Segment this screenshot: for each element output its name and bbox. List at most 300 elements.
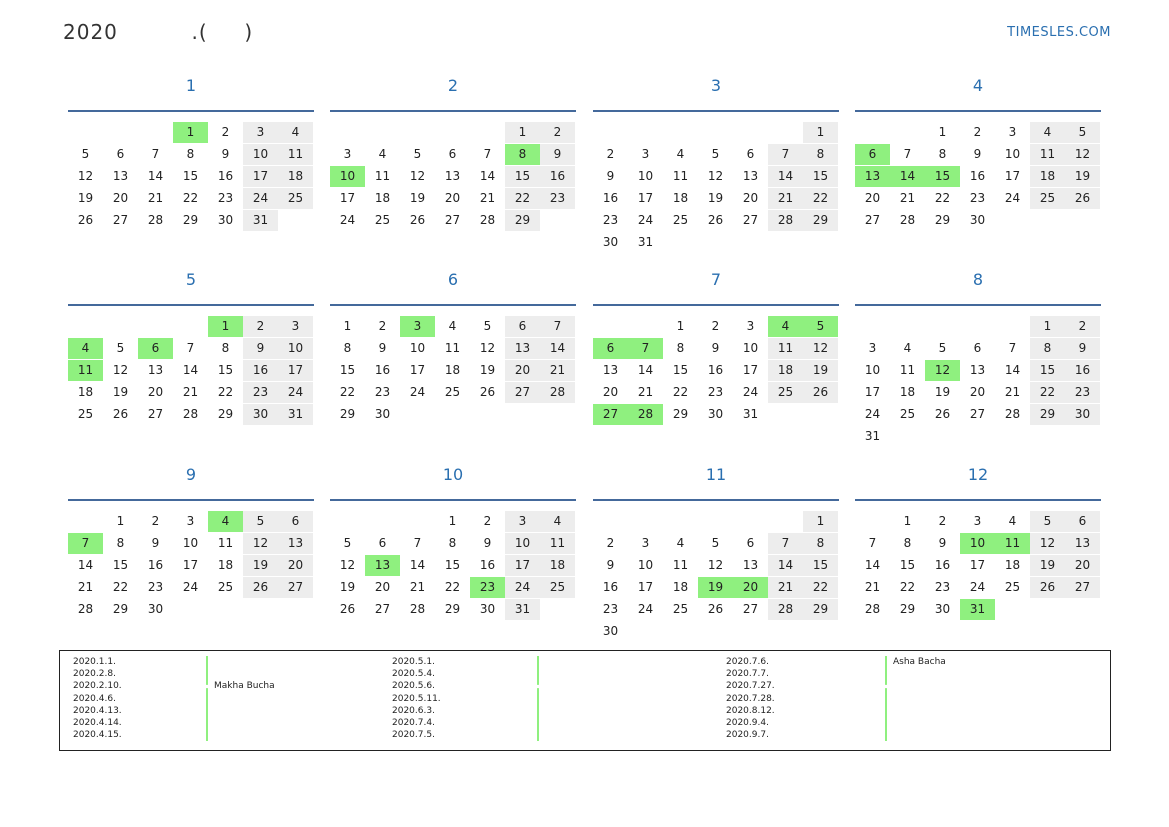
day-cell: 7	[768, 533, 803, 554]
day-cell: 5	[343, 536, 352, 550]
day-cell: 20	[374, 580, 391, 594]
holiday-name	[885, 705, 946, 717]
holiday-day-cell: 23	[470, 577, 505, 598]
day-cell: 30	[1065, 404, 1100, 425]
day-cell: 17	[969, 558, 986, 572]
holiday-date: 2020.7.7.	[726, 669, 769, 680]
month-block-5	[68, 270, 314, 438]
month-block-1	[68, 76, 314, 244]
day-cell: 24	[409, 385, 426, 399]
day-cell: 25	[278, 188, 313, 209]
day-cell: 31	[243, 210, 278, 231]
day-cell: 5	[81, 147, 90, 161]
day-cell: 15	[339, 363, 356, 377]
day-cell: 13	[742, 169, 759, 183]
holiday-day-cell: 15	[925, 166, 960, 187]
holiday-list	[59, 650, 1111, 751]
day-cell: 24	[742, 385, 759, 399]
day-cell: 3	[868, 341, 877, 355]
day-cell: 27	[969, 407, 986, 421]
holiday-day-cell: 1	[173, 122, 208, 143]
day-cell: 13	[444, 169, 461, 183]
day-cell: 10	[637, 558, 654, 572]
day-cell: 14	[864, 558, 881, 572]
day-cell: 25	[444, 385, 461, 399]
day-cell: 1	[448, 514, 457, 528]
brand-link[interactable]: TIMESLES.COM	[1007, 25, 1111, 40]
holiday-name	[206, 717, 275, 729]
day-cell: 24	[505, 577, 540, 598]
day-cell: 5	[711, 536, 720, 550]
day-cell: 27	[147, 407, 164, 421]
holiday-name	[537, 729, 545, 741]
day-cell: 21	[540, 360, 575, 381]
day-cell: 2	[973, 125, 982, 139]
month-title: 9	[185, 465, 197, 484]
month-title: 6	[447, 270, 459, 289]
day-cell: 6	[278, 511, 313, 532]
day-cell: 5	[1065, 122, 1100, 143]
day-cell: 18	[444, 363, 461, 377]
day-cell: 13	[742, 558, 759, 572]
day-cell: 9	[606, 558, 615, 572]
day-cell: 26	[707, 213, 724, 227]
day-cell: 17	[182, 558, 199, 572]
day-cell: 4	[676, 147, 685, 161]
day-cell: 6	[378, 536, 387, 550]
holiday-date: 2020.5.4.	[392, 669, 435, 680]
day-cell: 1	[803, 511, 838, 532]
day-cell: 4	[378, 147, 387, 161]
day-cell: 20	[112, 191, 129, 205]
day-cell: 24	[339, 213, 356, 227]
day-cell: 19	[1030, 555, 1065, 576]
day-cell: 24	[969, 580, 986, 594]
day-cell: 20	[505, 360, 540, 381]
day-cell: 24	[278, 382, 313, 403]
day-cell: 8	[676, 341, 685, 355]
day-cell: 22	[934, 191, 951, 205]
day-cell: 28	[409, 602, 426, 616]
holiday-day-cell: 1	[208, 316, 243, 337]
day-cell: 21	[864, 580, 881, 594]
day-cell: 22	[803, 577, 838, 598]
day-cell: 2	[221, 125, 230, 139]
day-cell: 21	[409, 580, 426, 594]
day-cell: 8	[221, 341, 230, 355]
month-day-grid	[855, 306, 1101, 443]
day-cell: 18	[77, 385, 94, 399]
day-cell: 27	[742, 602, 759, 616]
day-cell: 11	[217, 536, 234, 550]
day-cell: 23	[707, 385, 724, 399]
day-cell: 28	[479, 213, 496, 227]
day-cell: 23	[540, 188, 575, 209]
day-cell: 1	[343, 319, 352, 333]
day-cell: 19	[707, 191, 724, 205]
holiday-day-cell: 13	[855, 166, 890, 187]
holiday-date: 2020.9.4.	[726, 717, 769, 728]
day-cell: 11	[768, 338, 803, 359]
day-cell: 24	[637, 213, 654, 227]
holiday-day-cell: 5	[803, 316, 838, 337]
day-cell: 14	[77, 558, 94, 572]
day-cell: 18	[899, 385, 916, 399]
day-cell: 14	[182, 363, 199, 377]
holiday-date: 2020.7.4.	[392, 717, 435, 728]
day-cell: 3	[1008, 125, 1017, 139]
day-cell: 25	[672, 602, 689, 616]
holiday-dates-column-3	[726, 656, 775, 741]
holiday-day-cell: 4	[768, 316, 803, 337]
day-cell: 24	[864, 407, 881, 421]
holiday-date: 2020.7.6.	[726, 657, 769, 667]
day-cell: 29	[182, 213, 199, 227]
holiday-day-cell: 27	[593, 404, 628, 425]
holiday-name	[537, 680, 545, 692]
day-cell: 22	[217, 385, 234, 399]
day-cell: 3	[186, 514, 195, 528]
day-cell: 3	[746, 319, 755, 333]
month-title: 12	[967, 465, 989, 484]
day-cell: 2	[151, 514, 160, 528]
day-cell: 12	[409, 169, 426, 183]
day-cell: 25	[1030, 188, 1065, 209]
day-cell: 4	[1008, 514, 1017, 528]
day-cell: 26	[77, 213, 94, 227]
holiday-day-cell: 4	[208, 511, 243, 532]
day-cell: 8	[803, 533, 838, 554]
holiday-name	[206, 729, 275, 741]
day-cell: 30	[374, 407, 391, 421]
day-cell: 21	[147, 191, 164, 205]
day-cell: 9	[711, 341, 720, 355]
month-title: 3	[710, 76, 722, 95]
day-cell: 3	[973, 514, 982, 528]
day-cell: 11	[1030, 144, 1065, 165]
day-cell: 17	[339, 191, 356, 205]
day-cell: 4	[1030, 122, 1065, 143]
holiday-name	[885, 693, 946, 705]
day-cell: 25	[77, 407, 94, 421]
day-cell: 21	[637, 385, 654, 399]
day-cell: 6	[746, 147, 755, 161]
day-cell: 12	[707, 558, 724, 572]
day-cell: 29	[339, 407, 356, 421]
holiday-name	[885, 717, 946, 729]
day-cell: 6	[1065, 511, 1100, 532]
holiday-date: 2020.4.6.	[73, 693, 116, 704]
day-cell: 29	[444, 602, 461, 616]
month-block-8	[855, 270, 1101, 443]
day-cell: 24	[182, 580, 199, 594]
holiday-day-cell: 6	[593, 338, 628, 359]
day-cell: 11	[899, 363, 916, 377]
day-cell: 19	[77, 191, 94, 205]
day-cell: 9	[973, 147, 982, 161]
day-cell: 21	[77, 580, 94, 594]
day-cell: 19	[339, 580, 356, 594]
day-cell: 18	[540, 555, 575, 576]
day-cell: 3	[343, 147, 352, 161]
day-cell: 22	[444, 580, 461, 594]
day-cell: 18	[672, 191, 689, 205]
holiday-day-cell: 13	[365, 555, 400, 576]
holiday-day-cell: 28	[628, 404, 663, 425]
holiday-dates-column-1	[73, 656, 122, 741]
day-cell: 2	[606, 147, 615, 161]
day-cell: 26	[243, 577, 278, 598]
holiday-date: 2020.7.28.	[726, 693, 775, 704]
day-cell: 31	[505, 599, 540, 620]
day-cell: 2	[483, 514, 492, 528]
day-cell: 2	[606, 536, 615, 550]
day-cell: 23	[934, 580, 951, 594]
day-cell: 21	[479, 191, 496, 205]
holiday-name	[206, 668, 275, 680]
day-cell: 5	[938, 341, 947, 355]
day-cell: 18	[1030, 166, 1065, 187]
day-cell: 23	[374, 385, 391, 399]
day-cell: 12	[339, 558, 356, 572]
day-cell: 14	[540, 338, 575, 359]
holiday-name	[885, 668, 946, 680]
day-cell: 22	[505, 188, 540, 209]
day-cell: 20	[969, 385, 986, 399]
day-cell: 9	[378, 341, 387, 355]
holiday-day-cell: 7	[68, 533, 103, 554]
day-cell: 9	[483, 536, 492, 550]
day-cell: 7	[186, 341, 195, 355]
day-cell: 8	[1030, 338, 1065, 359]
holiday-day-cell: 8	[505, 144, 540, 165]
day-cell: 23	[602, 602, 619, 616]
day-cell: 16	[540, 166, 575, 187]
day-cell: 10	[637, 169, 654, 183]
month-block-6	[330, 270, 576, 438]
day-cell: 28	[77, 602, 94, 616]
day-cell: 17	[742, 363, 759, 377]
day-cell: 10	[409, 341, 426, 355]
day-cell: 4	[540, 511, 575, 532]
day-cell: 30	[602, 235, 619, 249]
day-cell: 12	[112, 363, 129, 377]
day-cell: 13	[602, 363, 619, 377]
day-cell: 23	[147, 580, 164, 594]
holiday-day-cell: 12	[925, 360, 960, 381]
day-cell: 8	[938, 147, 947, 161]
day-cell: 15	[803, 555, 838, 576]
day-cell: 13	[147, 363, 164, 377]
month-day-grid	[593, 112, 839, 249]
day-cell: 5	[1030, 511, 1065, 532]
day-cell: 28	[899, 213, 916, 227]
day-cell: 5	[711, 147, 720, 161]
day-cell: 19	[803, 360, 838, 381]
holiday-names-column-3	[885, 656, 946, 741]
day-cell: 16	[1065, 360, 1100, 381]
month-title: 2	[447, 76, 459, 95]
day-cell: 9	[151, 536, 160, 550]
day-cell: 21	[768, 577, 803, 598]
holiday-name: Asha Bacha	[885, 656, 946, 668]
day-cell: 8	[116, 536, 125, 550]
day-cell: 7	[768, 144, 803, 165]
day-cell: 12	[243, 533, 278, 554]
day-cell: 1	[803, 122, 838, 143]
day-cell: 13	[969, 363, 986, 377]
day-cell: 25	[768, 382, 803, 403]
day-cell: 4	[903, 341, 912, 355]
day-cell: 22	[1030, 382, 1065, 403]
day-cell: 15	[112, 558, 129, 572]
day-cell: 23	[217, 191, 234, 205]
day-cell: 30	[707, 407, 724, 421]
day-cell: 16	[707, 363, 724, 377]
month-title: 1	[185, 76, 197, 95]
holiday-date: 2020.7.5.	[392, 730, 435, 741]
day-cell: 15	[217, 363, 234, 377]
holiday-dates-column-2	[392, 656, 441, 741]
day-cell: 8	[448, 536, 457, 550]
day-cell: 1	[938, 125, 947, 139]
day-cell: 4	[278, 122, 313, 143]
day-cell: 9	[1065, 338, 1100, 359]
day-cell: 29	[934, 213, 951, 227]
day-cell: 5	[483, 319, 492, 333]
holiday-date: 2020.2.10.	[73, 681, 122, 692]
holiday-name	[885, 729, 946, 741]
day-cell: 14	[768, 166, 803, 187]
day-cell: 14	[479, 169, 496, 183]
day-cell: 20	[444, 191, 461, 205]
month-block-11	[593, 465, 839, 638]
day-cell: 11	[672, 169, 689, 183]
day-cell: 27	[864, 213, 881, 227]
day-cell: 18	[217, 558, 234, 572]
day-cell: 16	[602, 191, 619, 205]
day-cell: 17	[505, 555, 540, 576]
day-cell: 19	[409, 191, 426, 205]
day-cell: 24	[1004, 191, 1021, 205]
day-cell: 18	[768, 360, 803, 381]
day-cell: 12	[77, 169, 94, 183]
day-cell: 23	[602, 213, 619, 227]
day-cell: 10	[742, 341, 759, 355]
day-cell: 21	[182, 385, 199, 399]
day-cell: 29	[899, 602, 916, 616]
day-cell: 2	[540, 122, 575, 143]
day-cell: 1	[505, 122, 540, 143]
day-cell: 8	[903, 536, 912, 550]
day-cell: 7	[868, 536, 877, 550]
month-title: 11	[705, 465, 727, 484]
day-cell: 10	[864, 363, 881, 377]
day-cell: 25	[374, 213, 391, 227]
day-cell: 18	[672, 580, 689, 594]
month-block-10	[330, 465, 576, 633]
day-cell: 9	[606, 169, 615, 183]
day-cell: 27	[374, 602, 391, 616]
day-cell: 6	[746, 536, 755, 550]
day-cell: 15	[1030, 360, 1065, 381]
month-day-grid	[330, 306, 576, 438]
day-cell: 3	[243, 122, 278, 143]
day-cell: 30	[217, 213, 234, 227]
day-cell: 17	[637, 580, 654, 594]
day-cell: 1	[116, 514, 125, 528]
holiday-name	[537, 705, 545, 717]
day-cell: 20	[602, 385, 619, 399]
day-cell: 23	[1065, 382, 1100, 403]
day-cell: 14	[409, 558, 426, 572]
day-cell: 6	[505, 316, 540, 337]
holiday-name: Makha Bucha	[206, 680, 275, 692]
day-cell: 12	[1030, 533, 1065, 554]
day-cell: 9	[221, 147, 230, 161]
day-cell: 10	[278, 338, 313, 359]
day-cell: 20	[147, 385, 164, 399]
day-cell: 2	[378, 319, 387, 333]
day-cell: 20	[742, 191, 759, 205]
day-cell: 6	[448, 147, 457, 161]
month-block-2	[330, 76, 576, 244]
day-cell: 25	[672, 213, 689, 227]
day-cell: 20	[1065, 555, 1100, 576]
day-cell: 13	[112, 169, 129, 183]
day-cell: 21	[1004, 385, 1021, 399]
day-cell: 7	[151, 147, 160, 161]
month-day-grid	[330, 112, 576, 244]
month-day-grid	[593, 501, 839, 638]
day-cell: 19	[112, 385, 129, 399]
holiday-date: 2020.5.11.	[392, 693, 441, 704]
day-cell: 16	[479, 558, 496, 572]
day-cell: 4	[676, 536, 685, 550]
day-cell: 16	[217, 169, 234, 183]
day-cell: 27	[278, 577, 313, 598]
month-day-grid	[68, 501, 314, 633]
day-cell: 17	[1004, 169, 1021, 183]
holiday-date: 2020.4.15.	[73, 730, 122, 741]
day-cell: 31	[742, 407, 759, 421]
day-cell: 29	[217, 407, 234, 421]
day-cell: 1	[1030, 316, 1065, 337]
month-day-grid	[593, 306, 839, 438]
day-cell: 16	[374, 363, 391, 377]
day-cell: 5	[116, 341, 125, 355]
day-cell: 9	[540, 144, 575, 165]
day-cell: 27	[112, 213, 129, 227]
month-day-grid	[68, 112, 314, 244]
holiday-name	[206, 693, 275, 705]
day-cell: 8	[186, 147, 195, 161]
holiday-day-cell: 19	[698, 577, 733, 598]
day-cell: 4	[448, 319, 457, 333]
holiday-name	[206, 705, 275, 717]
day-cell: 30	[243, 404, 278, 425]
month-day-grid	[855, 112, 1101, 244]
day-cell: 2	[1065, 316, 1100, 337]
day-cell: 21	[768, 188, 803, 209]
day-cell: 18	[1004, 558, 1021, 572]
day-cell: 22	[899, 580, 916, 594]
day-cell: 14	[1004, 363, 1021, 377]
day-cell: 30	[934, 602, 951, 616]
holiday-date: 2020.1.1.	[73, 657, 116, 667]
day-cell: 10	[1004, 147, 1021, 161]
day-cell: 7	[903, 147, 912, 161]
